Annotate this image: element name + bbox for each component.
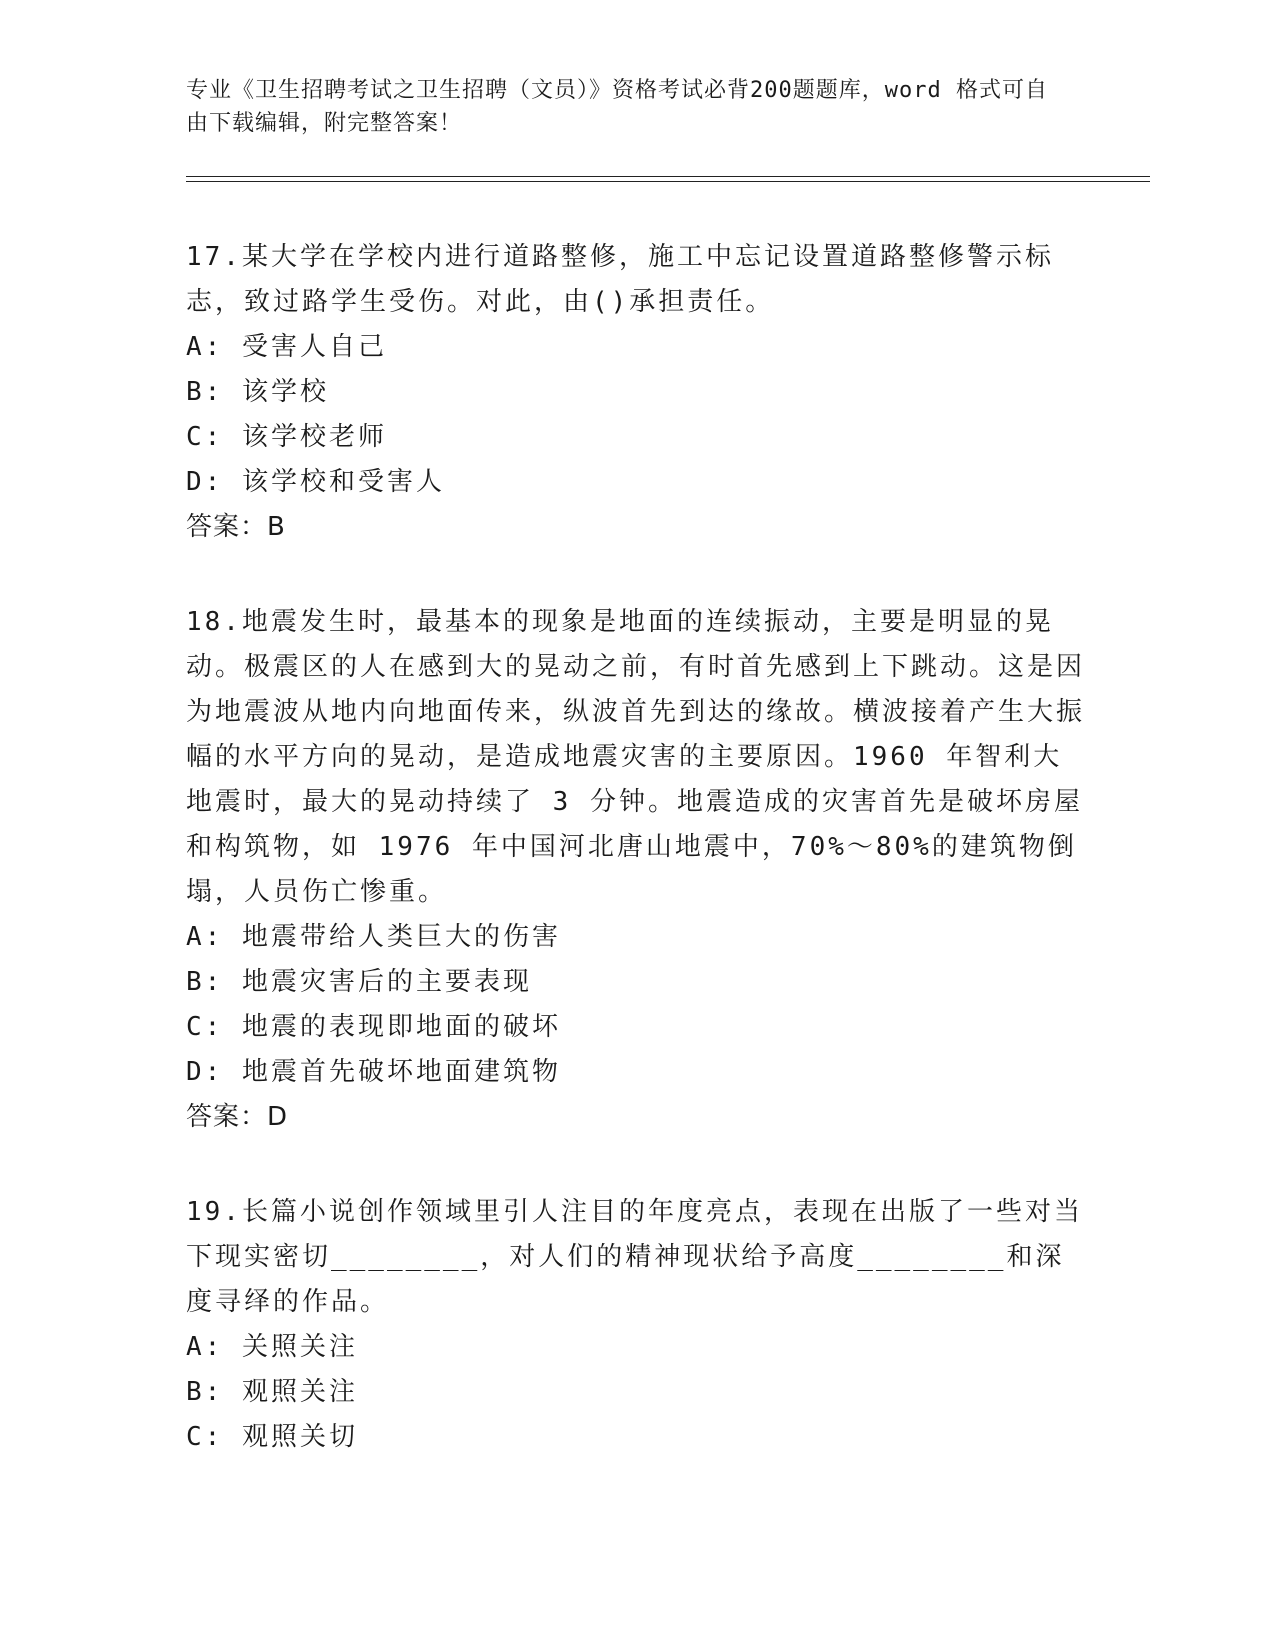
option-a: A: 受害人自己 [186,332,387,362]
question-19 [186,1190,1086,1460]
option-c: C: 观照关切 [186,1422,358,1452]
header-divider-bottom [186,181,1150,182]
option-b: B: 地震灾害后的主要表现 [186,967,532,997]
option-a: A: 关照关注 [186,1332,358,1362]
option-d: D: 地震首先破坏地面建筑物 [186,1057,561,1087]
answer-line: 答案：B [186,512,286,542]
question-stem: 17.某大学在学校内进行道路整修，施工中忘记设置道路整修警示标志，致过路学生受伤。对此，由()承担责任。 [186,242,1054,317]
option-b: B: 观照关注 [186,1377,358,1407]
option-d: D: 该学校和受害人 [186,467,445,497]
question-18 [186,600,1086,1140]
answer-line: 答案：D [186,1102,289,1132]
document-header: 专业《卫生招聘考试之卫生招聘（文员）》资格考试必背200题题库，word 格式可自由下载编辑，附完整答案！ [186,78,1048,136]
option-c: C: 地震的表现即地面的破坏 [186,1012,561,1042]
header-divider-top [186,176,1150,177]
question-17 [186,235,1086,550]
question-stem: 19.长篇小说创作领域里引人注目的年度亮点，表现在出版了一些对当下现实密切________，对人们的精神现状给予高度________和深度寻绎的作品。 [186,1197,1083,1317]
option-b: B: 该学校 [186,377,329,407]
question-stem: 18.地震发生时，最基本的现象是地面的连续振动，主要是明显的晃动。极震区的人在感到大的晃动之前，有时首先感到上下跳动。这是因为地震波从地内向地面传来，纵波首先到达的缘故。横波接着产生大振幅的水平方向的晃动，是造成地震灾害的主要原因。1960 年智利大地震时，最大的晃动持续了 3 分钟。地震造成的灾害首先是破坏房屋和构筑物，如 1976 年中国河北唐山地震中，70%～80%的建筑物倒塌，人员伤亡惨重。 [186,607,1086,907]
option-a: A: 地震带给人类巨大的伤害 [186,922,561,952]
option-c: C: 该学校老师 [186,422,387,452]
